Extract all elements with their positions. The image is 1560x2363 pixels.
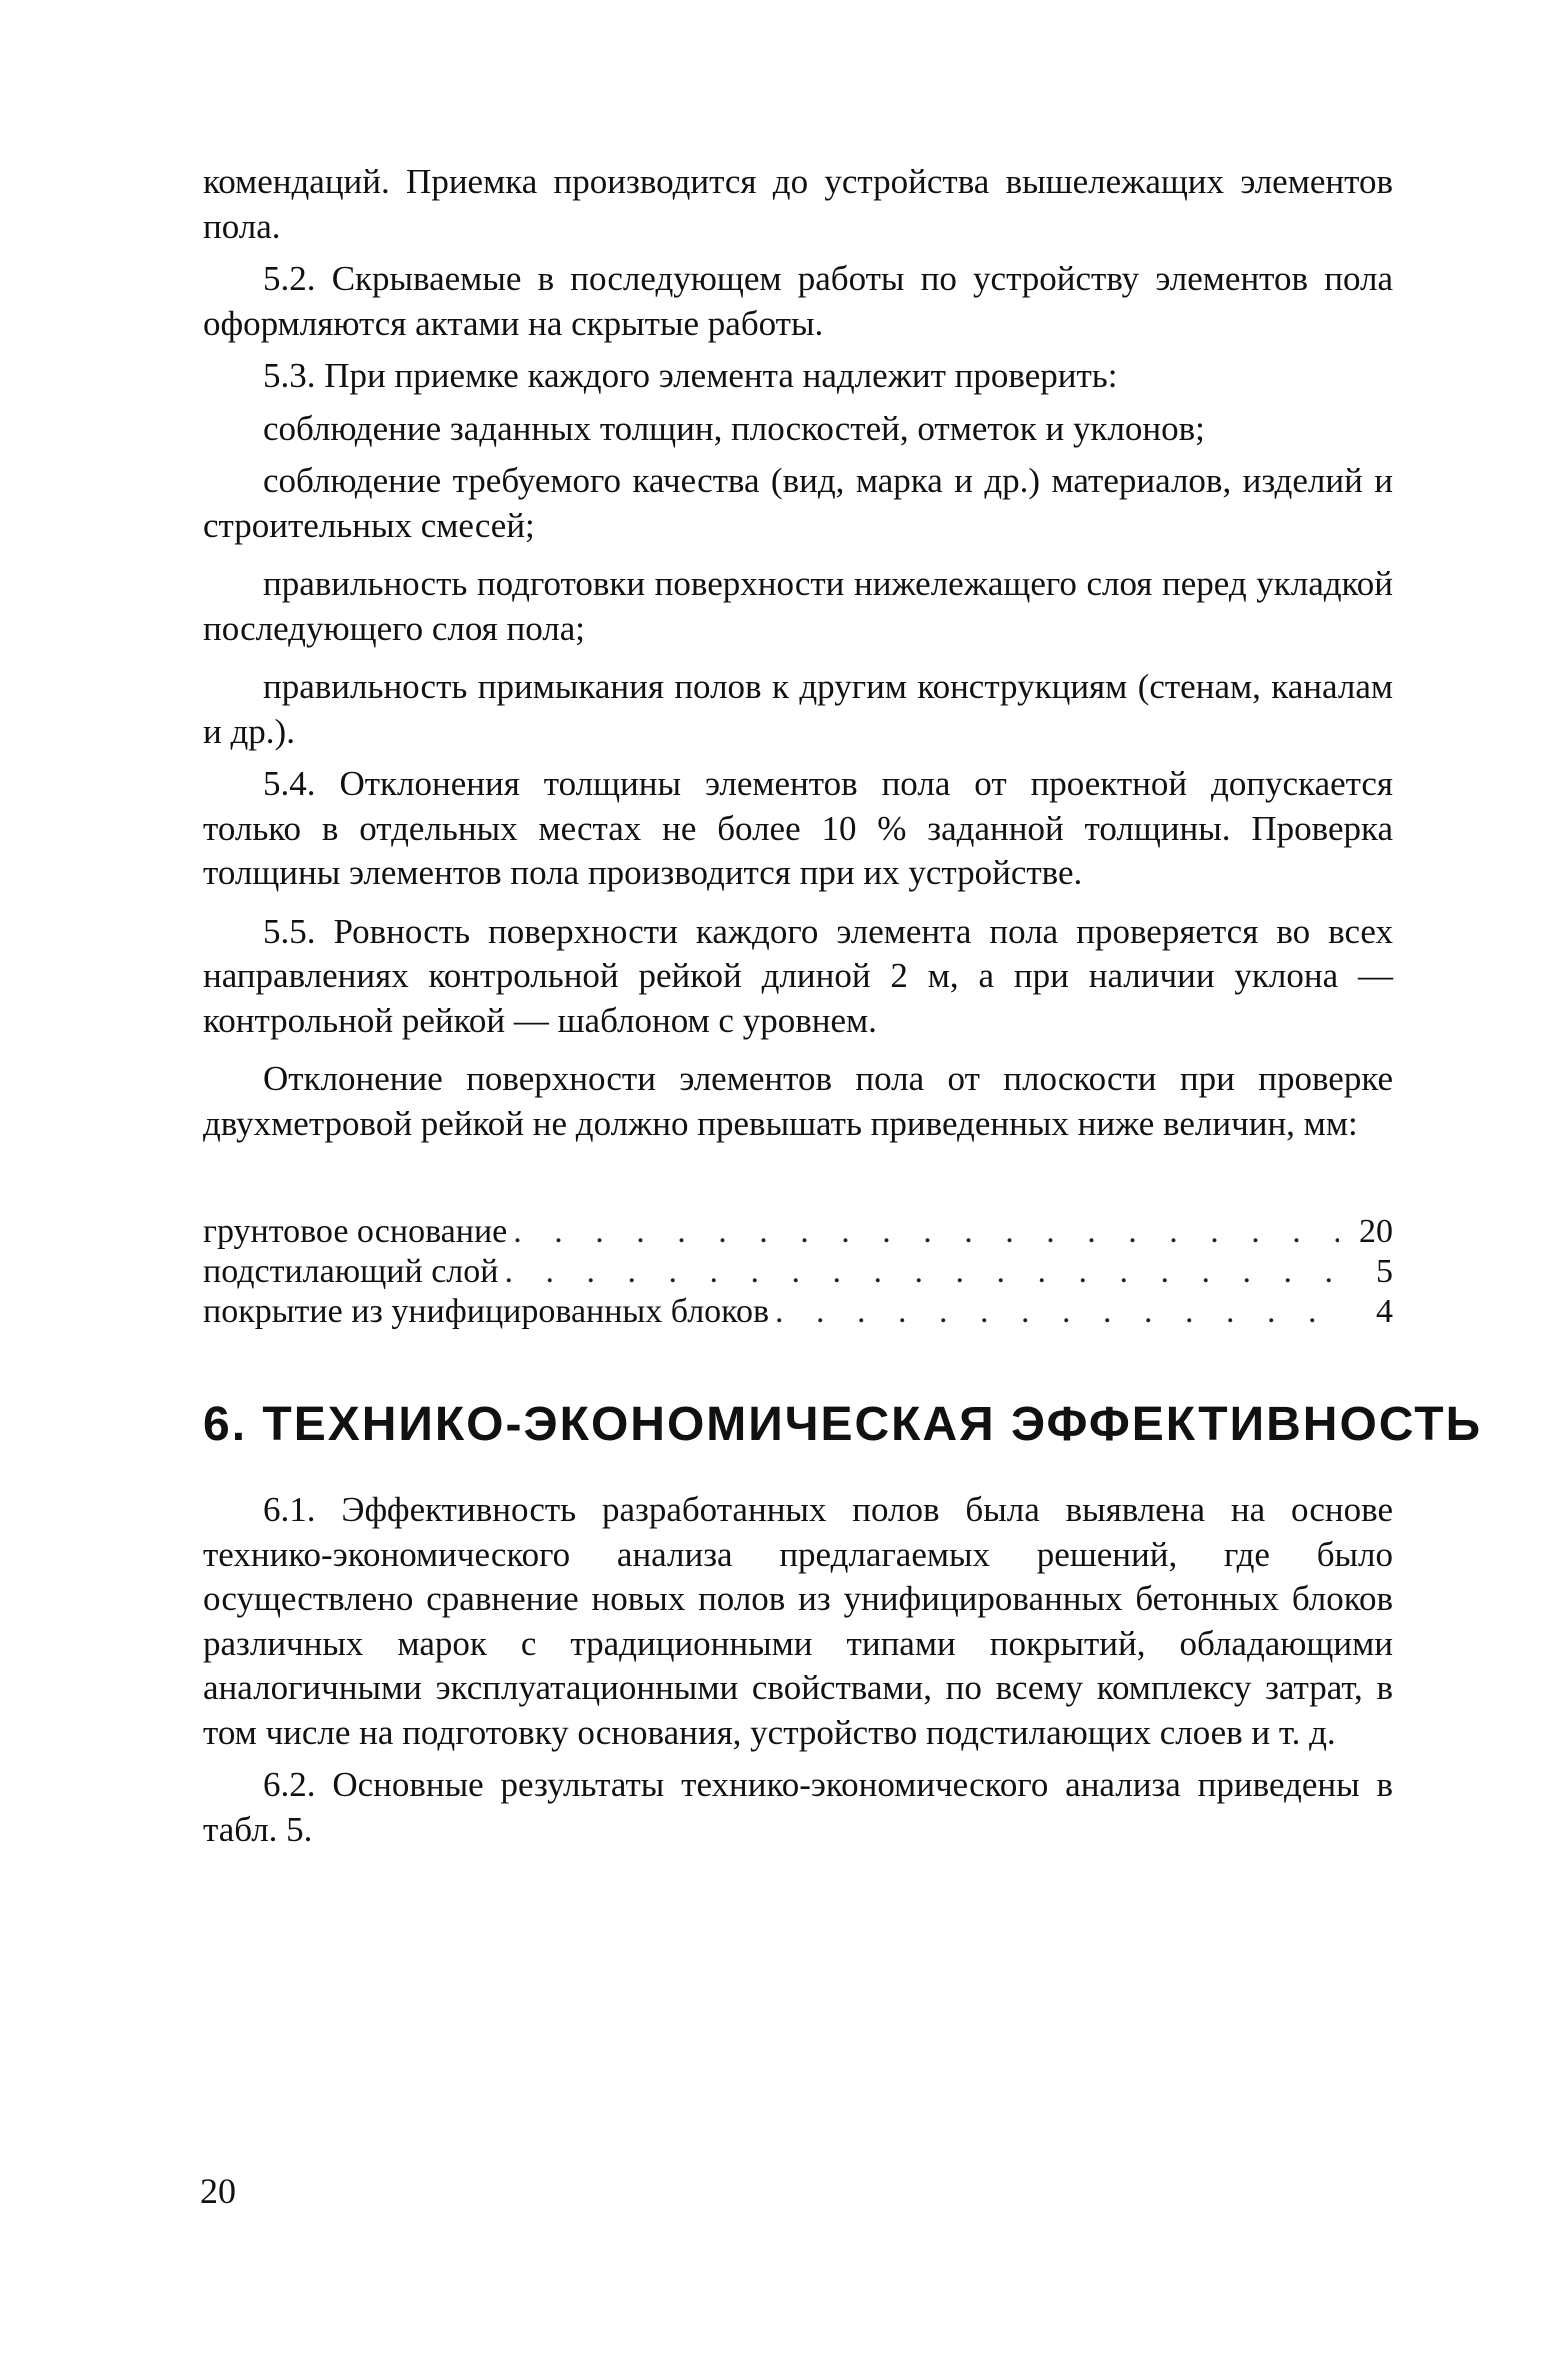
list-item bbox=[203, 1212, 1393, 1252]
list-item bbox=[203, 1252, 1393, 1292]
page-number: 20 bbox=[200, 2171, 236, 2211]
tolerance-value: 5 bbox=[1376, 1253, 1393, 1290]
tolerance-label: покрытие из унифицированных блоков bbox=[203, 1293, 770, 1330]
tolerance-value: 4 bbox=[1376, 1293, 1393, 1330]
paragraph-5-3: 5.3. При приемке каждого элемента надлежит проверить: bbox=[263, 356, 1118, 395]
tolerance-list bbox=[203, 1212, 1393, 1332]
tolerance-label: подстилающий слой bbox=[203, 1253, 499, 1290]
check-item-surface-prep: правильность подготовки поверхности нижележащего слоя перед укладкой последующего слоя пола; bbox=[203, 564, 1393, 648]
paragraph-5-4: 5.4. Отклонения толщины элементов пола от проектной допускается только в отдельных местах не более 10 % заданной толщины. Проверка толщины элементов пола производится при их устройстве. bbox=[203, 764, 1393, 892]
tolerance-value: 20 bbox=[1359, 1213, 1393, 1250]
paragraph-5-5: 5.5. Ровность поверхности каждого элемента пола проверяется во всех направлениях контрольной рейкой длиной 2 м, а при наличии уклона — контрольной рейкой — шаблоном с уровнем. bbox=[203, 911, 1393, 1040]
paragraph-deviation: Отклонение поверхности элементов пола от плоскости при проверке двухметровой рейкой не должно превышать приведенных ниже величин, мм: bbox=[203, 1059, 1393, 1143]
paragraph-5-2: 5.2. Скрываемые в последующем работы по устройству элементов пола оформляются актами на скрытые работы. bbox=[203, 259, 1393, 343]
paragraph-acceptance-continued: комендаций. Приемка производится до устройства вышележащих элементов пола. bbox=[203, 162, 1393, 246]
check-item-thickness: соблюдение заданных толщин, плоскостей, отметок и уклонов; bbox=[263, 408, 1205, 448]
dot-leader bbox=[775, 1292, 1339, 1332]
check-item-junctions: правильность примыкания полов к другим конструкциям (стенам, каналам и др.). bbox=[203, 667, 1393, 751]
dot-leader bbox=[504, 1252, 1339, 1292]
paragraph-6-1: 6.1. Эффективность разработанных полов была выявлена на основе технико-экономического анализа предлагаемых решений, где было осуществлено сравнение новых полов из унифицированных бетонных блоков различных марок с традиционными типами покрытий, обладающими аналогичными эксплуатационными свойствами, по всему комплексу затрат, в том числе на подготовку основания, устройство подстилающих слоев и т. д. bbox=[203, 1490, 1393, 1752]
list-item bbox=[203, 1292, 1393, 1332]
tolerance-label: грунтовое основание bbox=[203, 1213, 508, 1250]
check-item-quality: соблюдение требуемого качества (вид, марка и др.) материалов, изделий и строительных смесей; bbox=[203, 461, 1393, 545]
paragraph-6-2: 6.2. Основные результаты технико-экономического анализа приведены в табл. 5. bbox=[203, 1765, 1393, 1849]
dot-leader bbox=[513, 1212, 1339, 1252]
section-heading: 6. ТЕХНИКО-ЭКОНОМИЧЕСКАЯ ЭФФЕКТИВНОСТЬ bbox=[203, 1398, 1483, 1451]
page-body bbox=[203, 160, 1483, 1852]
